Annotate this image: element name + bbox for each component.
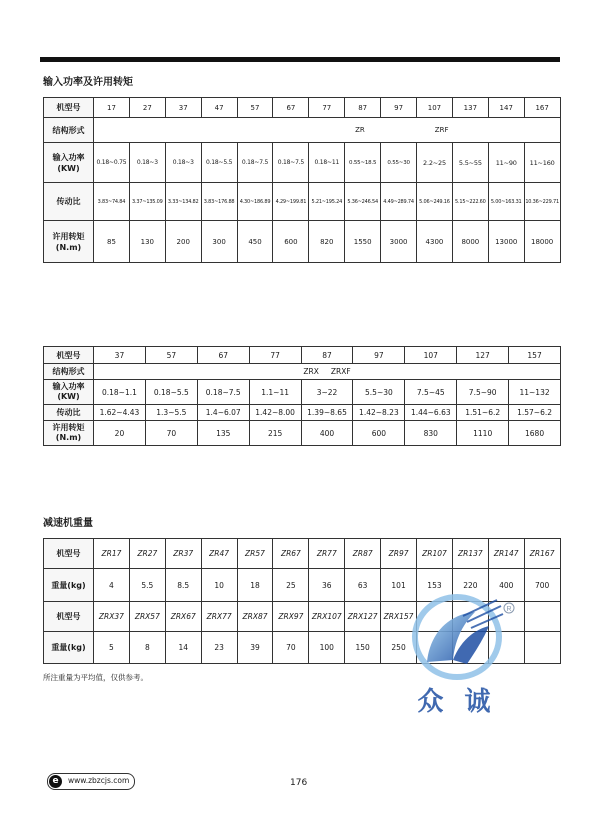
- cell-weight: 5.5: [129, 569, 165, 602]
- cell-model: ZR87: [345, 539, 381, 569]
- cell-model: ZRX127: [345, 602, 381, 632]
- cell-power: 0.18~7.5: [197, 380, 249, 405]
- cell-model: ZRX57: [129, 602, 165, 632]
- cell-model: 27: [129, 98, 165, 118]
- cell-model: 37: [165, 98, 201, 118]
- weight-note: 所注重量为平均值，仅供参考。: [43, 673, 148, 682]
- table-row-structure: [44, 118, 561, 143]
- cell-power: 0.55~30: [381, 143, 417, 183]
- cell-model: ZRX157: [381, 602, 417, 632]
- structure-zrf: ZRF: [434, 126, 449, 134]
- cell-weight: 4: [94, 569, 130, 602]
- cell-torque: 8000: [452, 221, 488, 263]
- cell-model: ZR37: [165, 539, 201, 569]
- cell-power-label: 输入功率 (KW): [44, 380, 94, 405]
- cell-ratio-label: 传动比: [44, 183, 94, 221]
- cell-weight: 14: [165, 632, 201, 664]
- cell-weight: 8: [129, 632, 165, 664]
- cell-ratio: 1.42~8.00: [249, 405, 301, 421]
- cell-weight: 220: [452, 569, 488, 602]
- cell-model-label: 机型号: [44, 347, 94, 364]
- cell-weight: 18: [237, 569, 273, 602]
- cell-torque: 85: [94, 221, 130, 263]
- zrx-power-torque-table: [43, 346, 561, 446]
- cell-model: ZRX97: [273, 602, 309, 632]
- page-number: 176: [290, 778, 308, 788]
- cell-model: ZR77: [309, 539, 345, 569]
- cell-model: ZRX107: [309, 602, 345, 632]
- cell-power: 0.18~5.5: [201, 143, 237, 183]
- cell-power: 0.18~7.5: [273, 143, 309, 183]
- cell-torque: 600: [353, 421, 405, 446]
- cell-ratio: 5.21~195.24: [309, 183, 345, 221]
- cell-model: ZR17: [94, 539, 130, 569]
- cell-weight: [524, 632, 560, 664]
- cell-power: 0.18~0.75: [94, 143, 130, 183]
- cell-torque: 400: [301, 421, 353, 446]
- cell-torque: 3000: [381, 221, 417, 263]
- cell-weight: 23: [201, 632, 237, 664]
- cell-power: 11~132: [509, 380, 561, 405]
- cell-power-label: 输入功率 (KW): [44, 143, 94, 183]
- cell-model: 57: [237, 98, 273, 118]
- cell-model: ZR47: [201, 539, 237, 569]
- cell-ratio: 5.15~222.60: [452, 183, 488, 221]
- cell-weight: 5: [94, 632, 130, 664]
- cell-ratio: 5.00~163.31: [488, 183, 524, 221]
- cell-power: 0.18~1.1: [94, 380, 146, 405]
- top-rule: [40, 57, 560, 62]
- cell-torque: 830: [405, 421, 457, 446]
- cell-weight: 153: [417, 569, 453, 602]
- cell-model: 47: [201, 98, 237, 118]
- cell-model: [524, 602, 560, 632]
- cell-power: 0.18~5.5: [145, 380, 197, 405]
- cell-torque: 18000: [524, 221, 560, 263]
- cell-ratio: 3.83~176.88: [201, 183, 237, 221]
- cell-torque: 1550: [345, 221, 381, 263]
- table-row-power: [44, 380, 561, 405]
- table-row-structure: [44, 364, 561, 380]
- cell-torque: 200: [165, 221, 201, 263]
- cell-model: ZR107: [417, 539, 453, 569]
- cell-power: 5.5~30: [353, 380, 405, 405]
- cell-model-label: 机型号: [44, 539, 94, 569]
- cell-power: 0.18~11: [309, 143, 345, 183]
- cell-model: ZRX77: [201, 602, 237, 632]
- cell-ratio: 10.36~229.71: [524, 183, 560, 221]
- table-row-power: [44, 143, 561, 183]
- cell-power: 7.5~90: [457, 380, 509, 405]
- cell-model: ZRX67: [165, 602, 201, 632]
- cell-model: 137: [452, 98, 488, 118]
- cell-model: 107: [417, 98, 453, 118]
- cell-model: ZR27: [129, 539, 165, 569]
- cell-weight: 150: [345, 632, 381, 664]
- cell-weight: 100: [309, 632, 345, 664]
- table-row-models-zr: [44, 539, 561, 569]
- cell-model: 87: [345, 98, 381, 118]
- cell-model: 157: [509, 347, 561, 364]
- cell-model: 107: [405, 347, 457, 364]
- cell-ratio: 3.83~74.84: [94, 183, 130, 221]
- cell-ratio: 4.49~289.74: [381, 183, 417, 221]
- cell-ratio: 1.51~6.2: [457, 405, 509, 421]
- cell-ratio: 1.3~5.5: [145, 405, 197, 421]
- cell-model: ZR167: [524, 539, 560, 569]
- cell-torque: 1680: [509, 421, 561, 446]
- cell-power: 0.55~18.5: [345, 143, 381, 183]
- company-logo: [405, 592, 525, 722]
- cell-torque: 4300: [417, 221, 453, 263]
- cell-model: 77: [249, 347, 301, 364]
- cell-weight: 101: [381, 569, 417, 602]
- cell-torque: 450: [237, 221, 273, 263]
- table-row-torque: [44, 421, 561, 446]
- logo-text: 众 诚: [417, 687, 497, 717]
- table-row-model: [44, 98, 561, 118]
- cell-model: ZR67: [273, 539, 309, 569]
- cell-model: 17: [94, 98, 130, 118]
- website-badge[interactable]: [47, 773, 135, 790]
- cell-weight: 63: [345, 569, 381, 602]
- cell-weight: 70: [273, 632, 309, 664]
- cell-weight: 10: [201, 569, 237, 602]
- cell-ratio: 1.39~8.65: [301, 405, 353, 421]
- cell-power: 11~160: [524, 143, 560, 183]
- cell-model: 57: [145, 347, 197, 364]
- registered-mark: R: [506, 606, 512, 613]
- cell-weight: 25: [273, 569, 309, 602]
- cell-torque: 135: [197, 421, 249, 446]
- cell-ratio: 3.37~135.09: [129, 183, 165, 221]
- cell-model: ZRX87: [237, 602, 273, 632]
- cell-ratio: 1.42~8.23: [353, 405, 405, 421]
- cell-model-label: 机型号: [44, 602, 94, 632]
- table-row-ratio: [44, 183, 561, 221]
- cell-ratio: 5.36~246.54: [345, 183, 381, 221]
- e-letter-icon: e: [49, 775, 62, 788]
- cell-model: ZR137: [452, 539, 488, 569]
- cell-model: 127: [457, 347, 509, 364]
- cell-power: 2.2~25: [417, 143, 453, 183]
- cell-weight: 700: [524, 569, 560, 602]
- cell-structure-value: [94, 118, 561, 143]
- structure-zrx: ZRX: [303, 367, 319, 376]
- cell-model: ZR97: [381, 539, 417, 569]
- cell-model-label: 机型号: [44, 98, 94, 118]
- cell-weight: 36: [309, 569, 345, 602]
- cell-model: ZR57: [237, 539, 273, 569]
- cell-ratio: 1.4~6.07: [197, 405, 249, 421]
- cell-structure-value: [94, 364, 561, 380]
- cell-ratio-label: 传动比: [44, 405, 94, 421]
- cell-power: 11~90: [488, 143, 524, 183]
- structure-zrxf: ZRXF: [330, 367, 351, 376]
- cell-ratio: 1.44~6.63: [405, 405, 457, 421]
- cell-weight: 400: [488, 569, 524, 602]
- cell-ratio: 4.30~186.89: [237, 183, 273, 221]
- cell-model: 167: [524, 98, 560, 118]
- cell-ratio: 4.29~199.81: [273, 183, 309, 221]
- cell-ratio: 1.62~4.43: [94, 405, 146, 421]
- cell-model: 147: [488, 98, 524, 118]
- cell-weight: 39: [237, 632, 273, 664]
- cell-torque: 1110: [457, 421, 509, 446]
- cell-torque: 13000: [488, 221, 524, 263]
- power-torque-table: [43, 97, 561, 263]
- cell-power: 0.18~3: [129, 143, 165, 183]
- cell-model: 97: [381, 98, 417, 118]
- cell-torque: 215: [249, 421, 301, 446]
- cell-model: ZR147: [488, 539, 524, 569]
- table-row-torque: [44, 221, 561, 263]
- website-url[interactable]: www.zbzcjs.com: [68, 776, 130, 785]
- cell-structure-label: 结构形式: [44, 364, 94, 380]
- cell-weight-label: 重量(kg): [44, 569, 94, 602]
- cell-model: 77: [309, 98, 345, 118]
- cell-power: 0.18~3: [165, 143, 201, 183]
- cell-ratio: 1.57~6.2: [509, 405, 561, 421]
- cell-power: 7.5~45: [405, 380, 457, 405]
- table-row-ratio: [44, 405, 561, 421]
- cell-power: 5.5~55: [452, 143, 488, 183]
- cell-ratio: 3.33~134.82: [165, 183, 201, 221]
- cell-power: 1.1~11: [249, 380, 301, 405]
- cell-model: 37: [94, 347, 146, 364]
- cell-torque-label: 许用转矩 (N.m): [44, 221, 94, 263]
- cell-structure-label: 结构形式: [44, 118, 94, 143]
- cell-weight: 8.5: [165, 569, 201, 602]
- logo-emblem-icon: [405, 592, 525, 722]
- cell-power: 0.18~7.5: [237, 143, 273, 183]
- cell-torque: 600: [273, 221, 309, 263]
- cell-weight: 250: [381, 632, 417, 664]
- structure-zr: ZR: [355, 126, 365, 134]
- cell-torque: 820: [309, 221, 345, 263]
- cell-torque: 130: [129, 221, 165, 263]
- section-title-power-torque: 输入功率及许用转矩: [43, 77, 133, 88]
- cell-model: ZRX37: [94, 602, 130, 632]
- cell-model: 67: [197, 347, 249, 364]
- cell-torque: 70: [145, 421, 197, 446]
- cell-model: 87: [301, 347, 353, 364]
- cell-model: 97: [353, 347, 405, 364]
- cell-weight-label: 重量(kg): [44, 632, 94, 664]
- table-row-model: [44, 347, 561, 364]
- section-title-weight: 减速机重量: [43, 518, 93, 529]
- cell-torque: 20: [94, 421, 146, 446]
- cell-model: 67: [273, 98, 309, 118]
- cell-ratio: 5.06~249.16: [417, 183, 453, 221]
- cell-torque-label: 许用转矩 (N.m): [44, 421, 94, 446]
- cell-torque: 300: [201, 221, 237, 263]
- cell-power: 3~22: [301, 380, 353, 405]
